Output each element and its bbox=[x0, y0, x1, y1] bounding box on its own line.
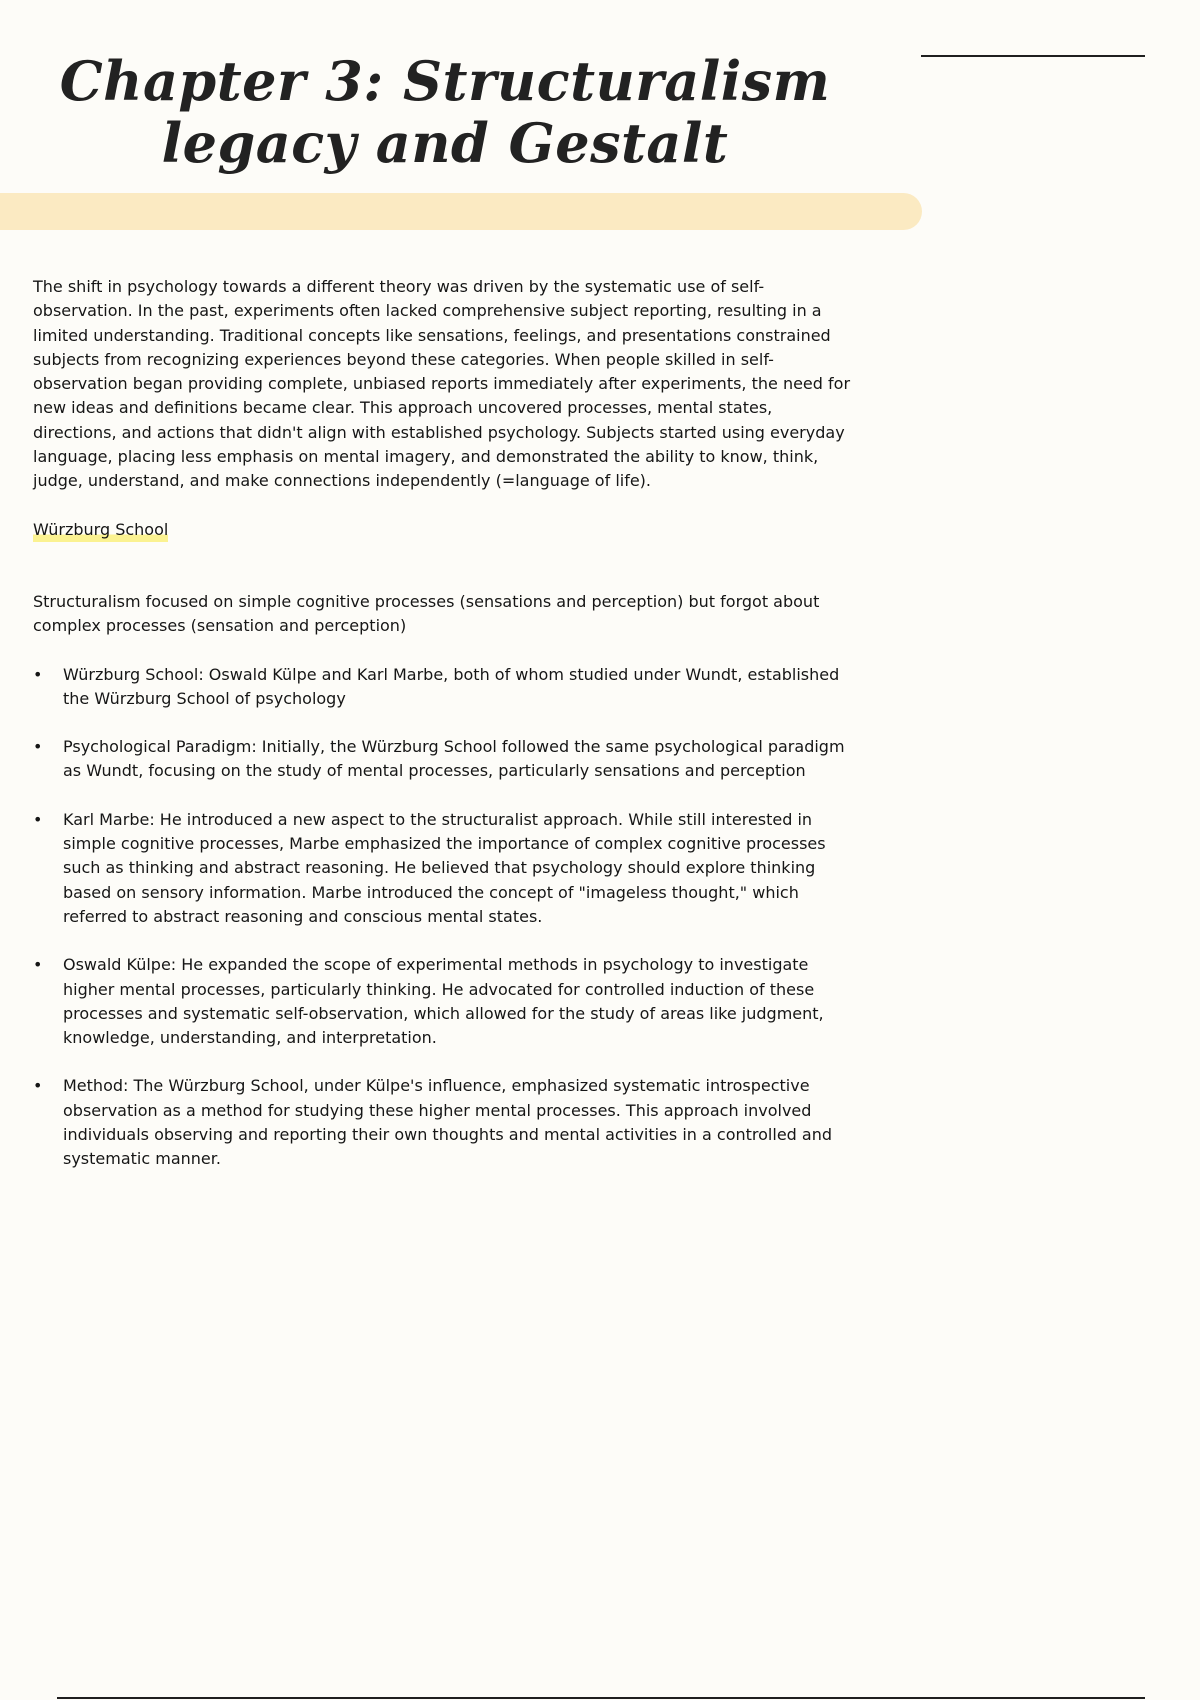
list-item bbox=[33, 735, 853, 784]
list-item-text: Oswald Külpe: He expanded the scope of experimental methods in psychology to investigate higher mental processes, particularly thinking. He advocated for controlled induction of these processes and systematic self-observation, which allowed for the study of areas like judgment, knowledge, understanding, and interpretation. bbox=[63, 955, 824, 1048]
intro-paragraph: The shift in psychology towards a different theory was driven by the systematic use of self-observation. In the past, experiments often lacked comprehensive subject reporting, resulting in a limited understanding. Traditional concepts like sensations, feelings, and presentations constrained subjects from recognizing experiences beyond these categories. When people skilled in self-observation began providing complete, unbiased reports immediately after experiments, the need for new ideas and definitions became clear. This approach uncovered processes, mental states, directions, and actions that didn't align with established psychology. Subjects started using everyday language, placing less emphasis on mental imagery, and demonstrated the ability to know, think, judge, understand, and make connections independently (=language of life). bbox=[33, 277, 851, 491]
list-item-text: Würzburg School: Oswald Külpe and Karl Marbe, both of whom studied under Wundt, established the Würzburg School of psychology bbox=[63, 664, 840, 708]
section-heading-container bbox=[33, 518, 853, 566]
bullet-icon: • bbox=[33, 1076, 43, 1096]
page-title-line-1: Chapter 3: Structuralism bbox=[59, 49, 831, 113]
bullet-list bbox=[33, 663, 853, 1172]
list-item bbox=[33, 1074, 853, 1171]
page-title-line-2: legacy and Gestalt bbox=[161, 111, 729, 175]
bullet-icon: • bbox=[33, 737, 43, 757]
bullet-icon: • bbox=[33, 955, 43, 975]
section-summary: Structuralism focused on simple cognitive processes (sensations and perception) but forgot about complex processes (sensation and perception) bbox=[33, 591, 820, 636]
top-decorative-rule bbox=[921, 55, 1145, 57]
section-heading: Würzburg School bbox=[33, 518, 168, 542]
page-title bbox=[40, 50, 850, 174]
document-body bbox=[33, 275, 853, 1196]
title-highlight-band bbox=[0, 193, 922, 230]
list-item-text: Karl Marbe: He introduced a new aspect to the structuralist approach. While still interested in simple cognitive processes, Marbe emphasized the importance of complex cognitive processes such as thinking and abstract reasoning. He believed that psychology should explore thinking based on sensory information. Marbe introduced the concept of "imageless thought," which referred to abstract reasoning and conscious mental states. bbox=[63, 809, 826, 926]
bottom-decorative-rule bbox=[57, 1697, 1145, 1699]
bullet-icon: • bbox=[33, 809, 43, 829]
bullet-icon: • bbox=[33, 664, 43, 684]
list-item-text: Method: The Würzburg School, under Külpe's influence, emphasized systematic introspective observation as a method for studying these higher mental processes. This approach involved individuals observing and reporting their own thoughts and mental activities in a controlled and systematic manner. bbox=[63, 1076, 832, 1169]
list-item bbox=[33, 953, 853, 1050]
list-item bbox=[33, 808, 853, 929]
list-item bbox=[33, 663, 853, 712]
list-item-text: Psychological Paradigm: Initially, the Würzburg School followed the same psychological paradigm as Wundt, focusing on the study of mental processes, particularly sensations and perception bbox=[63, 737, 845, 781]
